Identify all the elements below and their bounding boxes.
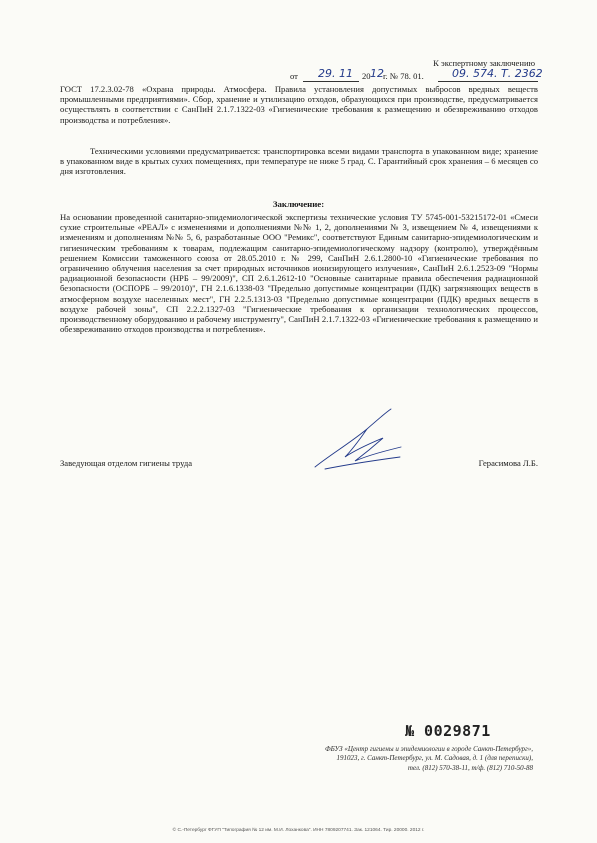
from-label: от	[290, 71, 298, 81]
paragraph-transport-storage: Техническими условиями предусматривается: транспортировка всеми видами транспорта в упакованном виде; хранение в упакованном виде в крытых сухих помещениях, при температуре не ниже 5 град. С. Гарантийный срок хранения – 6 месяцев со дня изготовления.	[60, 146, 538, 177]
handwritten-year: 12	[370, 67, 384, 80]
conclusion-title: Заключение:	[272, 199, 325, 209]
organization-address: 191023, г. Санкт-Петербург, ул. М. Садовая, д. 1 (для переписки),	[336, 754, 533, 763]
signatory-position: Заведующая отделом гигиены труда	[60, 458, 193, 468]
day-underline	[303, 81, 359, 82]
printer-footer: © С.-Петербург ФГУП "Типография № 12 им. М.И. Лоханкова". ИНН 7809207741. Зак. 121064. Тир. 20000. 2012 г.	[172, 828, 425, 833]
number-underline	[438, 81, 538, 82]
year-prefix: 20	[362, 71, 371, 81]
organization-phone: тел. (812) 570-38-11, т/ф. (812) 710-50-88	[407, 763, 533, 772]
organization-block	[233, 745, 533, 773]
signature-row	[60, 458, 538, 470]
attachment-note: К экспертному заключению	[433, 58, 535, 68]
handwritten-number: 09. 574. Т. 2362	[452, 67, 543, 80]
paragraph-standards: ГОСТ 17.2.3.02-78 «Охрана природы. Атмосфера. Правила установления допустимых выбросов вредных веществ промышленными предприятиями». Сбор, хранение и утилизацию отходов, образующихся при производстве, предусматривается осуществлять в соответствии с СанПиН 2.1.7.1322-03 «Гигиенические требования к размещению и обезвреживанию отходов производства и потребления».	[60, 84, 538, 125]
signatory-name: Герасимова Л.Б.	[478, 458, 538, 468]
year-suffix: г. № 78. 01.	[383, 71, 424, 81]
conclusion-reference-line	[0, 65, 597, 81]
organization-name: ФБУЗ «Центр гигиены и эпидемиологии в городе Санкт-Петербург»,	[324, 745, 533, 753]
handwritten-day: 29. 11	[318, 67, 353, 80]
conclusion-text: На основании проведенной санитарно-эпидемиологической экспертизы технические условия ТУ 5745-001-53215172-01 «Смеси сухие строительные «РЕАЛ» с изменениями и дополнениями №№ 1, 2, дополнениями № 3, извещением № 4, извещениями к изменениям и дополнениям №№ 5, 6, разработанные ООО "Ремикс", соответствуют Единым санитарно-эпидемиологическим и гигиеническим требованиям к товарам, подлежащим санитарно-эпидемиологическому надзору (контролю), утверждённым решением Комиссии таможенного союза от 28.05.2010 г. № 299, СанПиН 2.6.1.2800-10 «Гигиенические требования по ограничению облучения населения за счет природных источников ионизирующего излучения», СанПиН 2.6.1.2523-09 "Нормы радиационной безопасности (НРБ – 99/2009)", СП 2.6.1.2612-10 "Основные санитарные правила обеспечения радиационной безопасности (ОСПОРБ – 99/2010)", ГН 2.1.6.1338-03 "Предельно допустимые концентрации (ПДК) загрязняющих веществ в атмосферном воздухе населенных мест", ГН 2.2.5.1313-03 "Предельно допустимые концентрации (ПДК) вредных веществ в воздухе рабочей зоны", СП 2.2.2.1327-03 "Гигиенические требования к организации технологических процессов, производственному оборудованию и рабочему инструменту", СанПиН 2.1.7.1322-03 «Гигиенические требования к размещению и обезвреживанию отходов производства и потребления».	[60, 212, 538, 335]
form-serial-number: № 0029871	[405, 722, 491, 740]
